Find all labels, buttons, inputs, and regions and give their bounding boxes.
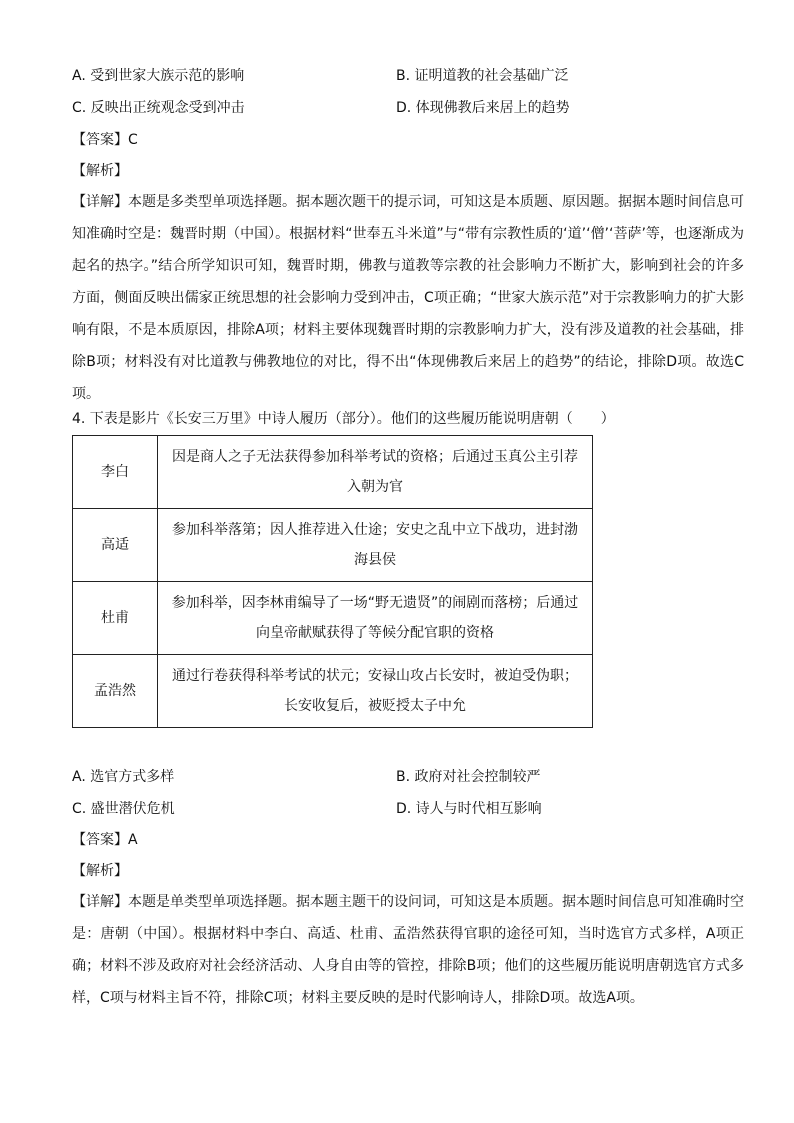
q4-stem: 4. 下表是影片《长安三万里》中诗人履历（部分）。他们的这些履历能说明唐朝（ ）: [72, 411, 615, 427]
poet-name: 高适: [73, 509, 158, 582]
poet-resume-table: [72, 435, 593, 728]
table-row: [73, 582, 593, 655]
q3-analysis-label: 【解析】: [72, 163, 128, 179]
poet-resume: 因是商人之子无法获得参加科举考试的资格；后通过玉真公主引荐入朝为官: [158, 436, 593, 509]
table-row: [73, 655, 593, 728]
table-row: [73, 436, 593, 509]
q3-detail: 【详解】本题是多类型单项选择题。据本题次题干的提示词，可知这是本质题、原因题。据据本题时间信息可知准确时空是：魏晋时期（中国）。根据材料“世奉五斗米道”与“带有宗教性质的‘道’‘僧’‘菩萨’等，也逐渐成为起名的热字。”结合所学知识可知，魏晋时期，佛教与道教等宗教的社会影响力不断扩大，影响到社会的许多方面，侧面反映出儒家正统思想的社会影响力受到冲击，C项正确；“世家大族示范”对于宗教影响力的扩大影响有限，不是本质原因，排除A项；材料主要体现魏晋时期的宗教影响力扩大，没有涉及道教的社会基础，排除B项；材料没有对比道教与佛教地位的对比，得不出“体现佛教后来居上的趋势”的结论，排除D项。故选C项。: [72, 194, 744, 402]
q4-option-c: C. 盛世潜伏危机: [72, 801, 175, 817]
q3-option-c: C. 反映出正统观念受到冲击: [72, 100, 245, 116]
q3-option-b: B. 证明道教的社会基础广泛: [396, 68, 569, 84]
poet-resume: 通过行卷获得科举考试的状元；安禄山攻占长安时，被迫受伪职；长安收复后，被贬授太子中允: [158, 655, 593, 728]
q4-answer: 【答案】A: [72, 832, 138, 848]
q3-option-d: D. 体现佛教后来居上的趋势: [396, 100, 570, 116]
poet-name: 孟浩然: [73, 655, 158, 728]
q3-answer: 【答案】C: [72, 132, 138, 148]
poet-resume: 参加科举落第；因人推荐进入仕途；安史之乱中立下战功，进封渤海县侯: [158, 509, 593, 582]
q4-option-a: A. 选官方式多样: [72, 769, 175, 785]
table-row: [73, 509, 593, 582]
q4-analysis-label: 【解析】: [72, 863, 128, 879]
q4-detail: 【详解】本题是单类型单项选择题。据本题主题干的设问词，可知这是本质题。据本题时间信息可知准确时空是：唐朝（中国）。根据材料中李白、高适、杜甫、孟浩然获得官职的途径可知，当时选官方式多样，A项正确；材料不涉及政府对社会经济活动、人身自由等的管控，排除B项；他们的这些履历能说明唐朝选官方式多样，C项与材料主旨不符，排除C项；材料主要反映的是时代影响诗人，排除D项。故选A项。: [72, 894, 744, 1006]
poet-name: 李白: [73, 436, 158, 509]
q4-option-b: B. 政府对社会控制较严: [396, 769, 541, 785]
q4-option-d: D. 诗人与时代相互影响: [396, 801, 542, 817]
poet-name: 杜甫: [73, 582, 158, 655]
q3-option-a: A. 受到世家大族示范的影响: [72, 68, 245, 84]
poet-resume: 参加科举，因李林甫编导了一场“野无遗贤”的闹剧而落榜；后通过向皇帝献赋获得了等候分配官职的资格: [158, 582, 593, 655]
